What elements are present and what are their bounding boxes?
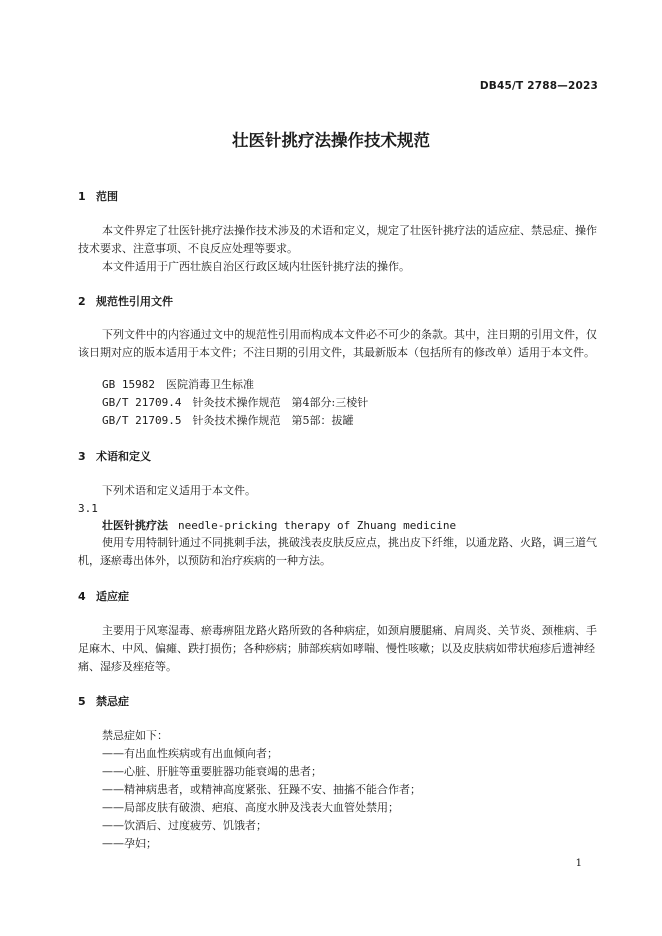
contraindication-item: ——饮酒后、过度疲劳、饥饿者；: [102, 819, 267, 832]
reference-name: 针灸技术操作规范 第5部：拔罐: [192, 414, 354, 427]
contraindication-item: ——局部皮肤有破溃、疤痕、高度水肿及浅表大血管处禁用；: [102, 801, 399, 814]
term-entry: [102, 517, 456, 535]
section-number: 2: [78, 295, 86, 308]
reference-item: [102, 412, 353, 430]
reference-name: 医院消毒卫生标准: [165, 378, 254, 391]
reference-code: GB/T 21709.5: [102, 414, 182, 427]
document-code: DB45/T 2788—2023: [479, 80, 598, 92]
reference-item: [102, 394, 368, 412]
document-title: 壮医针挑疗法操作技术规范: [232, 131, 430, 150]
section-title: 规范性引用文件: [96, 295, 173, 308]
contraindication-intro: 禁忌症如下：: [102, 729, 168, 742]
term-english: needle-pricking therapy of Zhuang medicine: [178, 519, 457, 532]
reference-item: [102, 376, 254, 394]
section-title: 适应症: [96, 590, 129, 603]
section-number: 1: [78, 190, 86, 203]
section-1-paragraph-1: 本文件界定了壮医针挑疗法操作技术涉及的术语和定义，规定了壮医针挑疗法的适应症、禁忌症、操作技术要求、注意事项、不良反应处理等要求。: [78, 224, 597, 255]
section-title: 范围: [96, 190, 118, 203]
contraindication-item: ——孕妇；: [102, 837, 157, 850]
section-4-heading: [78, 588, 129, 604]
reference-code: GB/T 21709.4: [102, 396, 182, 409]
section-title: 术语和定义: [96, 450, 151, 463]
section-number: 4: [78, 590, 86, 603]
page-number: 1: [575, 858, 582, 869]
reference-name: 针灸技术操作规范 第4部分:三棱针: [192, 396, 369, 409]
term-chinese: 壮医针挑疗法: [102, 519, 168, 532]
section-3-heading: [78, 448, 151, 464]
section-1-paragraph-2: 本文件适用于广西壮族自治区行政区域内壮医针挑疗法的操作。: [102, 260, 410, 273]
contraindication-item: ——心脏、肝脏等重要脏器功能衰竭的患者；: [102, 765, 322, 778]
reference-code: GB 15982: [102, 378, 155, 391]
section-5-heading: [78, 693, 129, 709]
section-3-paragraph-1: 下列术语和定义适用于本文件。: [102, 484, 256, 497]
term-definition: 使用专用特制针通过不同挑刺手法，挑破浅表皮肤反应点，挑出皮下纤维，以通龙路、火路，调三道气机，逐瘀毒出体外，以预防和治疗疾病的一种方法。: [78, 536, 597, 567]
section-2-heading: [78, 293, 173, 309]
section-1-heading: [78, 188, 118, 204]
section-title: 禁忌症: [96, 695, 129, 708]
contraindication-item: ——精神病患者，或精神高度紧张、狂躁不安、抽搐不能合作者；: [102, 783, 421, 796]
section-number: 3: [78, 450, 86, 463]
section-number: 5: [78, 695, 86, 708]
term-number: 3.1: [78, 502, 98, 515]
section-2-paragraph-1: 下列文件中的内容通过文中的规范性引用而构成本文件必不可少的条款。其中，注日期的引用文件，仅该日期对应的版本适用于本文件；不注日期的引用文件，其最新版本（包括所有的修改单）适用于本文件。: [78, 328, 597, 359]
contraindication-item: ——有出血性疾病或有出血倾向者；: [102, 747, 278, 760]
section-4-paragraph-1: 主要用于风寒湿毒、瘀毒痹阻龙路火路所致的各种病症，如颈肩腰腿痛、肩周炎、关节炎、颈椎病、手足麻木、中风、偏瘫、跌打损伤；各种痧病；肺部疾病如哮喘、慢性咳嗽；以及皮肤病如带状疱疹后遗神经痛、湿疹及痤疮等。: [78, 624, 597, 673]
